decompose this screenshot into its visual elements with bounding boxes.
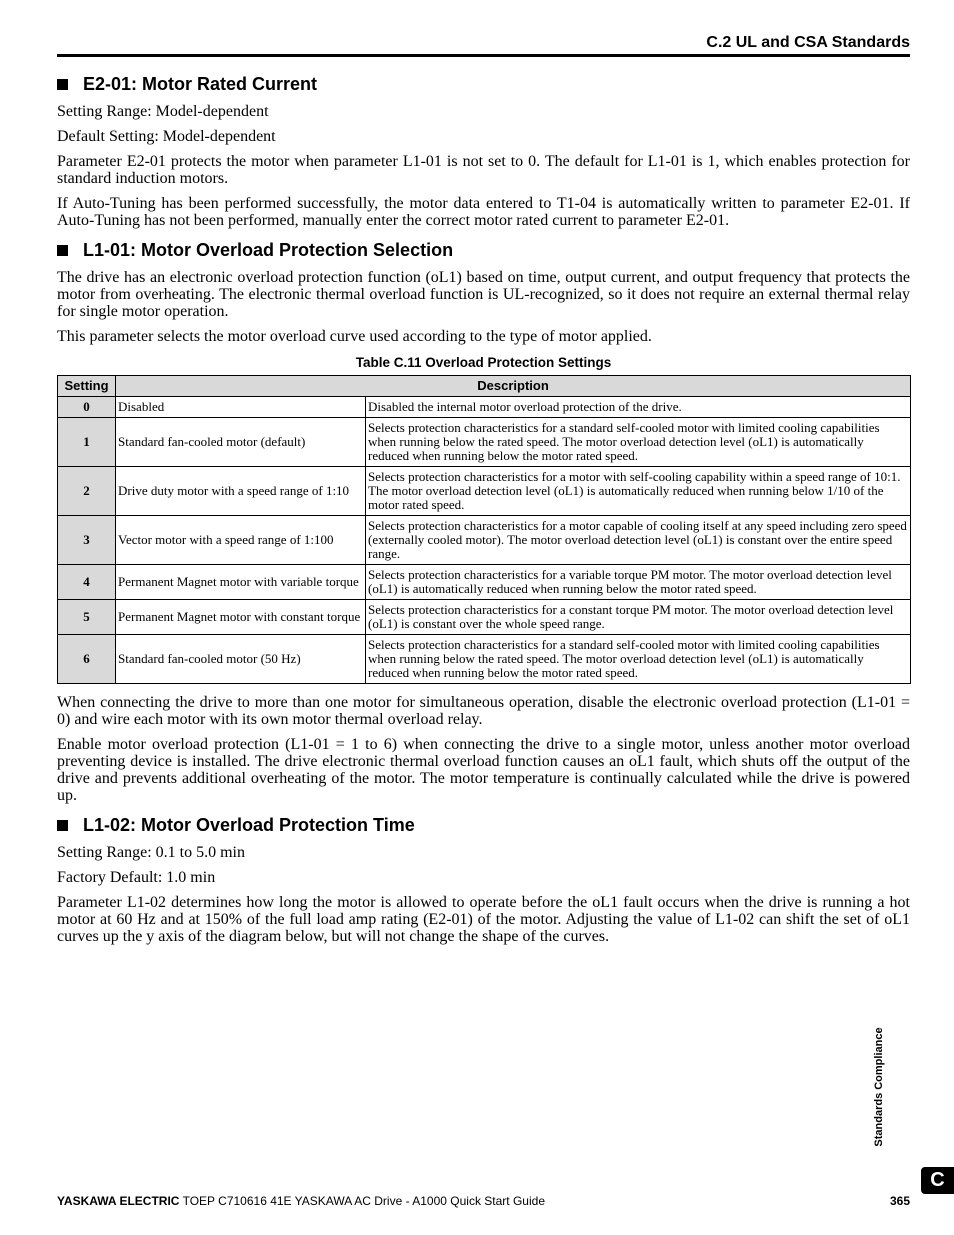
footer-brand: YASKAWA ELECTRIC xyxy=(57,1194,180,1208)
table-row xyxy=(58,635,911,684)
column-header-setting: Setting xyxy=(58,376,116,397)
factory-default-text: Factory Default: 1.0 min xyxy=(57,869,216,886)
side-section-label: Standards Compliance xyxy=(873,1027,885,1147)
chapter-tab: C xyxy=(921,1167,954,1194)
header-rule xyxy=(57,54,910,57)
column-header-description: Description xyxy=(116,376,911,397)
setting-cell: 1 xyxy=(58,418,116,467)
paragraph: When connecting the drive to more than one motor for simultaneous operation, disable the electronic overload protection (L1-01 = 0) and wire each motor with its own motor thermal overload relay. xyxy=(57,694,910,728)
section-heading-l102 xyxy=(57,814,910,836)
table-row xyxy=(58,600,911,635)
setting-cell: 4 xyxy=(58,565,116,600)
section-heading-e201 xyxy=(57,73,910,95)
paragraph: Enable motor overload protection (L1-01 = 1 to 6) when connecting the drive to a single motor, unless another motor overload preventing device is installed. The drive electronic thermal overload function causes an oL1 fault, which shuts off the output of the drive and prevents additional overheating of the motor. The motor temperature is continually calculated while the drive is powered up. xyxy=(57,736,910,804)
paragraph: This parameter selects the motor overload curve used according to the type of motor applied. xyxy=(57,328,652,345)
square-bullet-icon xyxy=(57,820,68,831)
setting-range-text: Setting Range: Model-dependent xyxy=(57,103,269,120)
motor-type-cell: Disabled xyxy=(116,397,366,418)
description-cell: Selects protection characteristics for a standard self-cooled motor with limited cooling capabilities when running below the rated speed. The motor overload detection level (oL1) is automatically reduced when running below the motor rated speed. xyxy=(366,635,911,684)
section-heading-l101 xyxy=(57,239,910,261)
description-cell: Selects protection characteristics for a variable torque PM motor. The motor overload detection level (oL1) is automatically reduced when running below the motor rated speed. xyxy=(366,565,911,600)
table-caption: Table C.11 Overload Protection Settings xyxy=(355,355,612,370)
setting-range-text: Setting Range: 0.1 to 5.0 min xyxy=(57,844,245,861)
table-row xyxy=(58,397,911,418)
paragraph: Parameter E2-01 protects the motor when parameter L1-01 is not set to 0. The default for L1-01 is 1, which enables protection for standard induction motors. xyxy=(57,153,910,187)
description-cell: Selects protection characteristics for a motor with self-cooling capability within a speed range of 10:1. The motor overload detection level (oL1) is automatically reduced when running below 1/10 of the motor rated speed. xyxy=(366,467,911,516)
setting-cell: 2 xyxy=(58,467,116,516)
table-row xyxy=(58,467,911,516)
section-heading-text: L1-01: Motor Overload Protection Selection xyxy=(83,240,454,260)
default-setting-text: Default Setting: Model-dependent xyxy=(57,128,276,145)
motor-type-cell: Drive duty motor with a speed range of 1:10 xyxy=(116,467,366,516)
table-row xyxy=(58,418,911,467)
motor-type-cell: Standard fan-cooled motor (50 Hz) xyxy=(116,635,366,684)
motor-type-cell: Standard fan-cooled motor (default) xyxy=(116,418,366,467)
square-bullet-icon xyxy=(57,245,68,256)
description-cell: Selects protection characteristics for a standard self-cooled motor with limited cooling capabilities when running below the rated speed. The motor overload detection level (oL1) is automatically reduced when running below the motor rated speed. xyxy=(366,418,911,467)
motor-type-cell: Vector motor with a speed range of 1:100 xyxy=(116,516,366,565)
setting-cell: 3 xyxy=(58,516,116,565)
section-heading-text: L1-02: Motor Overload Protection Time xyxy=(83,815,415,835)
motor-type-cell: Permanent Magnet motor with variable torque xyxy=(116,565,366,600)
page-content xyxy=(57,73,910,953)
footer-doc-info xyxy=(57,1194,545,1208)
description-cell: Selects protection characteristics for a motor capable of cooling itself at any speed including zero speed (externally cooled motor). The motor overload detection level (oL1) is constant over the entire speed range. xyxy=(366,516,911,565)
paragraph: If Auto-Tuning has been performed successfully, the motor data entered to T1-04 is automatically written to parameter E2-01. If Auto-Tuning has not been performed, manually enter the correct motor rated current to parameter E2-01. xyxy=(57,195,910,229)
setting-cell: 0 xyxy=(58,397,116,418)
overload-settings-table xyxy=(57,375,911,684)
page-number: 365 xyxy=(889,1194,910,1208)
paragraph: Parameter L1-02 determines how long the motor is allowed to operate before the oL1 fault occurs when the drive is running a hot motor at 60 Hz and at 150% of the full load amp rating (E2-01) of the motor. Adjusting the value of L1-02 can shift the set of oL1 curves up the y axis of the diagram below, but will not change the shape of the curves. xyxy=(57,894,910,945)
motor-type-cell: Permanent Magnet motor with constant torque xyxy=(116,600,366,635)
square-bullet-icon xyxy=(57,79,68,90)
description-cell: Disabled the internal motor overload protection of the drive. xyxy=(366,397,911,418)
table-row xyxy=(58,516,911,565)
setting-cell: 5 xyxy=(58,600,116,635)
paragraph: The drive has an electronic overload protection function (oL1) based on time, output current, and output frequency that protects the motor from overheating. The electronic thermal overload function is UL-recognized, so it does not require an external thermal relay for single motor operation. xyxy=(57,269,910,320)
section-heading-text: E2-01: Motor Rated Current xyxy=(83,74,318,94)
description-cell: Selects protection characteristics for a constant torque PM motor. The motor overload detection level (oL1) is constant over the whole speed range. xyxy=(366,600,911,635)
table-header-row xyxy=(58,376,911,397)
table-row xyxy=(58,565,911,600)
header-title: C.2 UL and CSA Standards xyxy=(706,34,910,51)
footer-doc-title: TOEP C710616 41E YASKAWA AC Drive - A1000 Quick Start Guide xyxy=(179,1194,545,1208)
page-footer xyxy=(57,1194,910,1208)
setting-cell: 6 xyxy=(58,635,116,684)
